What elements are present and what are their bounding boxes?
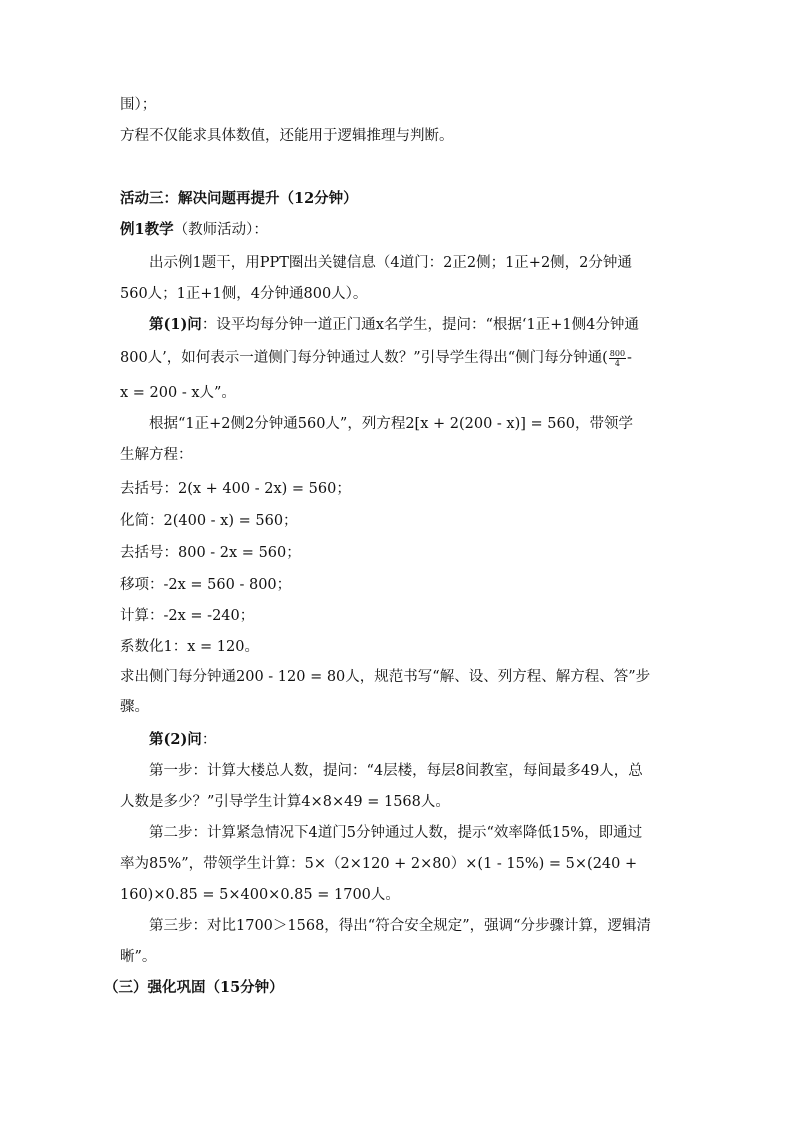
text-line: 第一步：计算大楼总人数，提问：“4层楼，每层8间教室，每间最多49人，总 [149, 763, 643, 779]
solution-step: 计算：-2x = -240； [120, 608, 255, 624]
text-line: 560人；1正+1侧，4分钟通800人）。 [120, 286, 368, 302]
example-label: 例1教学 [120, 221, 174, 238]
question-2-line [149, 730, 216, 750]
text-line: 人数是多少？”引导学生计算4×8×49 = 1568人。 [120, 794, 450, 810]
text-line: 第三步：对比1700＞1568，得出“符合安全规定”，强调“分步骤计算，逻辑清 [149, 918, 652, 934]
text-line: x = 200 - x人”。 [120, 385, 236, 401]
solution-step: 化简：2(400 - x) = 560； [120, 513, 298, 529]
question-2-label: 第(2)问 [149, 731, 202, 748]
question-1-line [149, 315, 639, 335]
section-heading-activity-3: 活动三：解决问题再提升（12分钟） [120, 190, 358, 207]
text-line: 第二步：计算紧急情况下4道门5分钟通过人数，提示“效率降低15%，即通过 [149, 825, 643, 841]
fraction-denominator: 4 [614, 358, 620, 368]
fraction-numerator: 800 [609, 348, 626, 358]
text-line-with-fraction [120, 348, 632, 368]
text-line: 方程不仅能求具体数值，还能用于逻辑推理与判断。 [120, 128, 454, 144]
text-line: 根据“1正+2侧2分钟通560人”，列方程2[x + 2(200 - x)] = 560，带领学 [149, 416, 633, 432]
fraction [609, 349, 626, 368]
text-segment: - [627, 350, 632, 366]
text-line: 骤。 [120, 699, 149, 715]
text-segment: 800人’，如何表示一道侧门每分钟通过人数？”引导学生得出“侧门每分钟通( [120, 350, 608, 366]
question-1-label: 第(1)问 [149, 316, 202, 333]
example-tail: （教师活动）： [173, 222, 268, 238]
text-line: 出示例1题干，用PPT圈出关键信息（4道门：2正2侧；1正+2侧，2分钟通 [149, 255, 632, 271]
solution-step: 系数化1：x = 120。 [120, 639, 259, 655]
section-heading-consolidation: （三）强化巩固（15分钟） [104, 979, 284, 996]
question-2-tail: ： [201, 732, 217, 748]
text-line: 率为85%”，带领学生计算：5×（2×120 + 2×80）×(1 - 15%) = 5×(240 + [120, 856, 638, 872]
solution-step: 移项：-2x = 560 - 800； [120, 577, 292, 593]
text-line: 生解方程： [120, 447, 193, 463]
solution-step: 去括号：800 - 2x = 560； [120, 545, 301, 561]
text-line: 晰”。 [120, 949, 157, 965]
solution-step: 去括号：2(x + 400 - 2x) = 560； [120, 481, 351, 497]
question-1-text: ：设平均每分钟一道正门通x名学生，提问：“根据‘1正+1侧4分钟通 [201, 317, 639, 333]
text-line: 160)×0.85 = 5×400×0.85 = 1700人。 [120, 887, 400, 903]
example-heading [120, 220, 268, 240]
text-line: 围）； [120, 97, 157, 113]
text-line: 求出侧门每分钟通200 - 120 = 80人，规范书写“解、设、列方程、解方程、答”步 [120, 669, 651, 685]
